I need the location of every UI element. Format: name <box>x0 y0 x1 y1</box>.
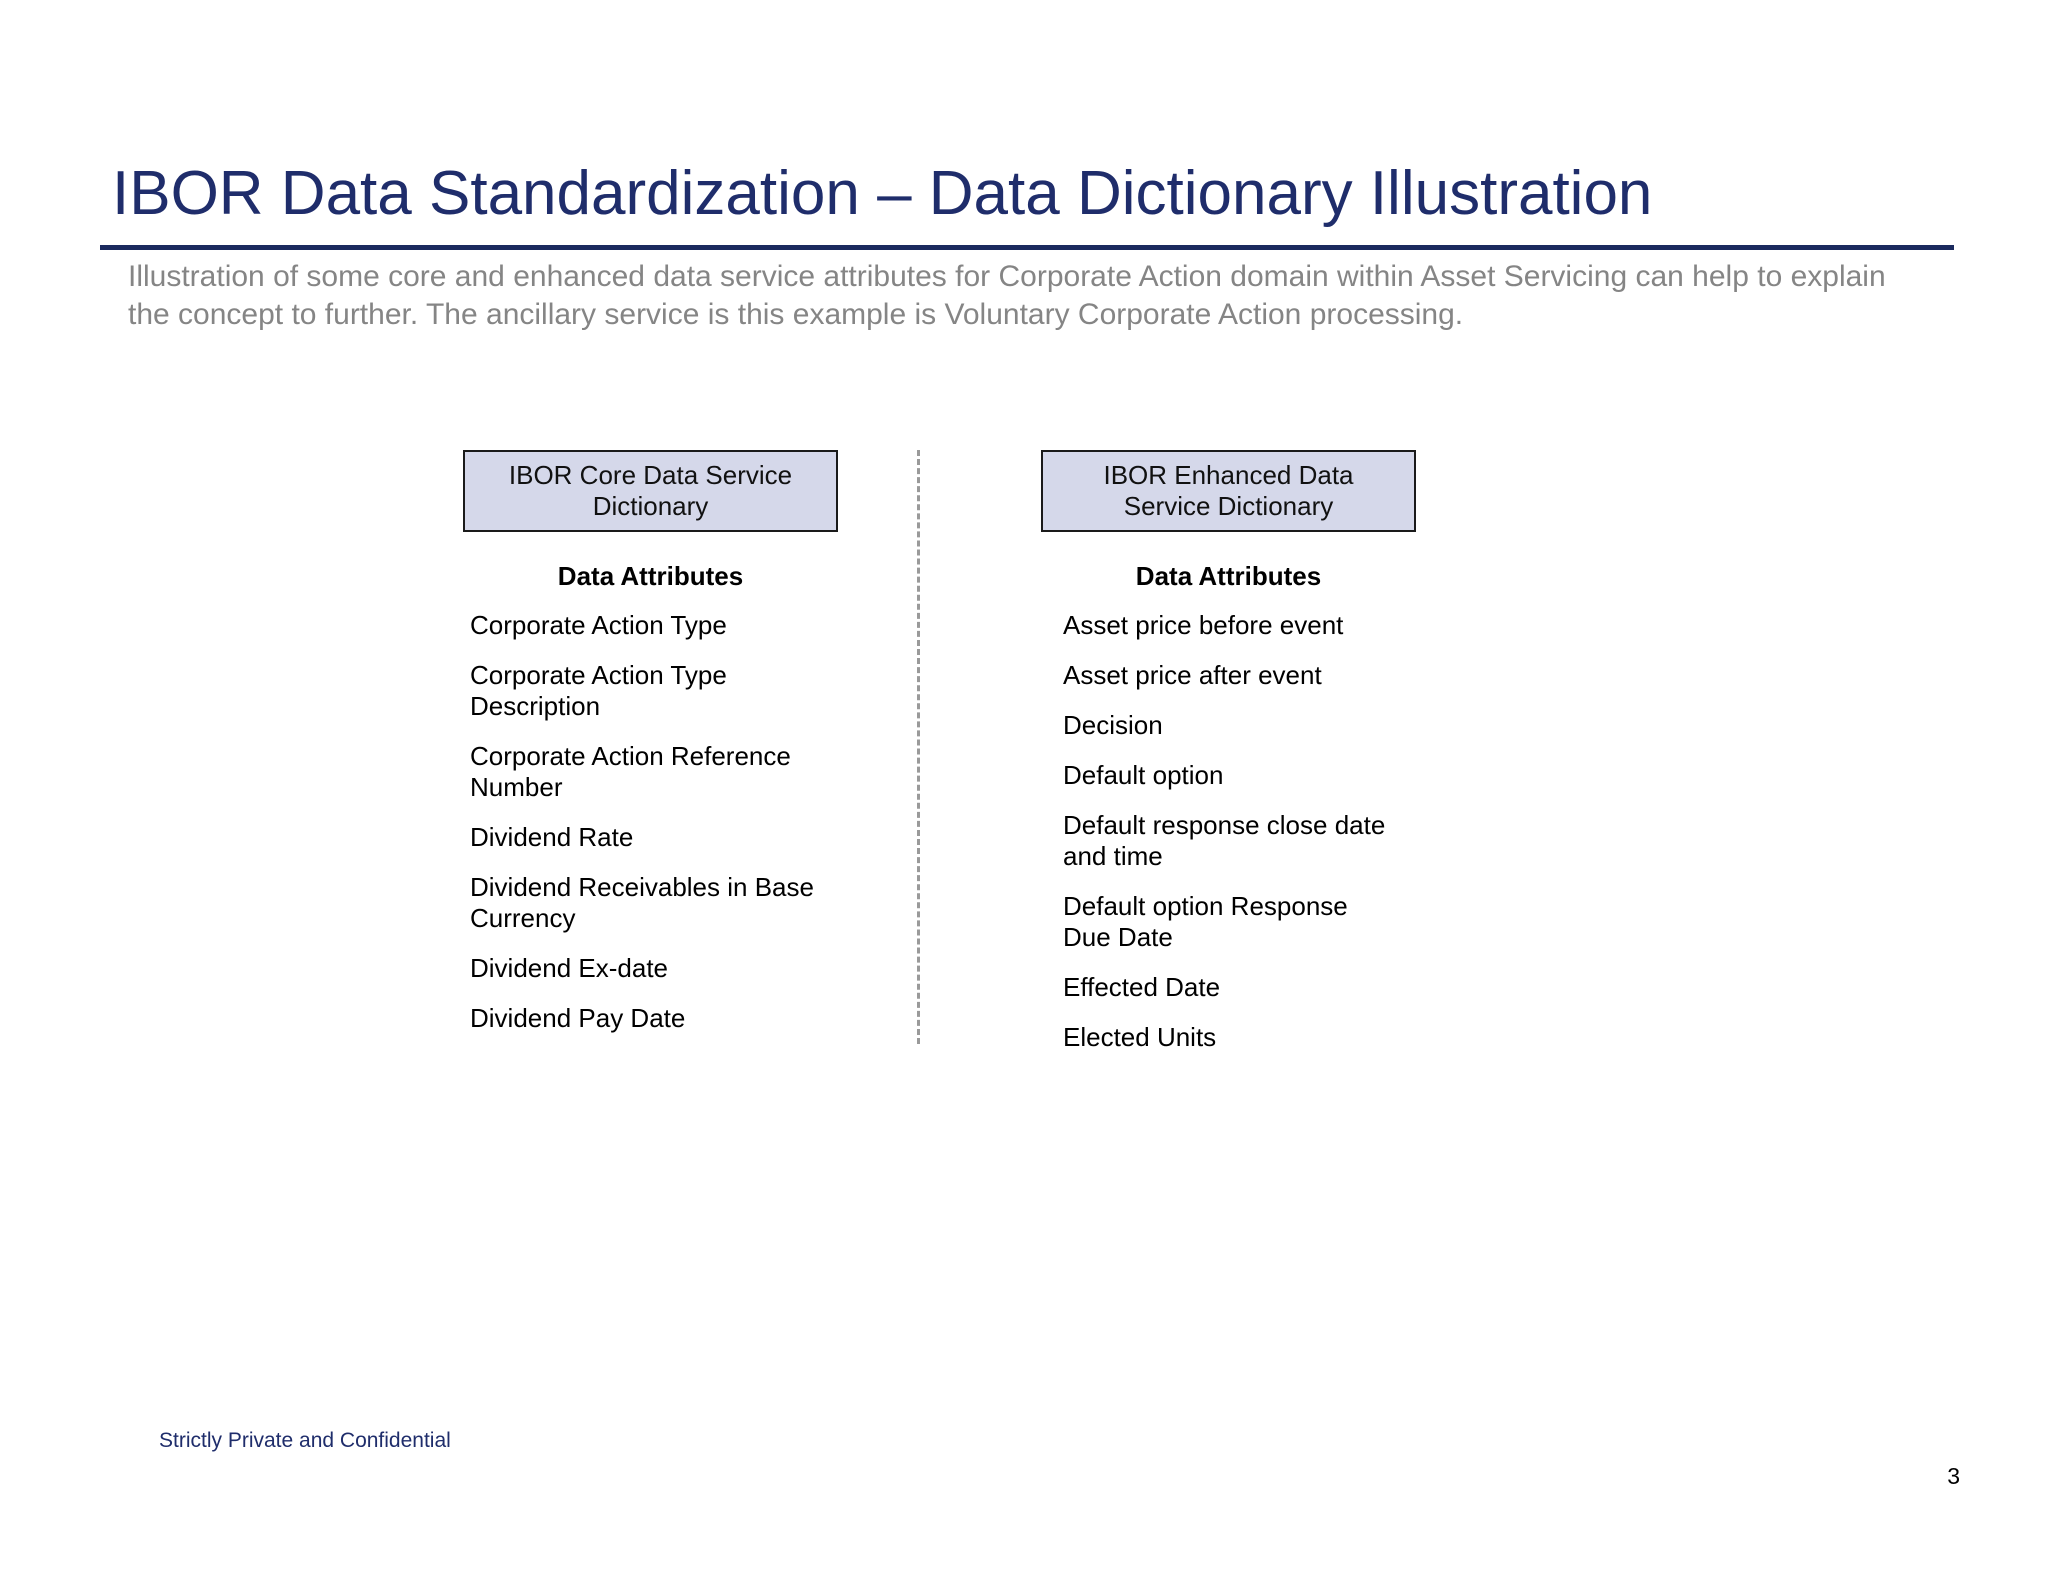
core-dictionary-column <box>463 450 838 1053</box>
enhanced-attribute-item: Effected Date <box>1063 972 1221 1002</box>
core-attribute-item: Corporate Action Type Description <box>470 660 727 721</box>
core-dictionary-box: IBOR Core Data Service Dictionary <box>463 450 838 532</box>
enhanced-attribute-item: Decision <box>1063 710 1163 740</box>
core-attribute-item: Dividend Receivables in Base Currency <box>470 872 814 933</box>
core-attribute-item: Dividend Ex-date <box>470 953 668 983</box>
confidentiality-notice: Strictly Private and Confidential <box>159 1429 451 1452</box>
enhanced-attribute-item: Asset price after event <box>1063 660 1322 690</box>
slide-subtitle: Illustration of some core and enhanced data service attributes for Corporate Action domain within Asset Servicing can help to explain the concept to further. The ancillary service is this example is Voluntary Corporate Action processing. <box>128 260 1886 331</box>
enhanced-attribute-item: Default option <box>1063 760 1224 790</box>
enhanced-attribute-item: Asset price before event <box>1063 610 1344 640</box>
enhanced-dictionary-column <box>1041 450 1416 1072</box>
core-attribute-list <box>463 610 838 1034</box>
core-attributes-header: Data Attributes <box>557 561 744 591</box>
enhanced-attribute-item: Default response close date and time <box>1063 810 1386 871</box>
title-underline <box>100 245 1954 250</box>
enhanced-dictionary-box: IBOR Enhanced Data Service Dictionary <box>1041 450 1416 532</box>
core-attribute-item: Corporate Action Reference Number <box>470 741 791 802</box>
core-attribute-item: Dividend Rate <box>470 822 634 852</box>
enhanced-attribute-list <box>1041 610 1393 1053</box>
enhanced-attributes-header: Data Attributes <box>1135 561 1322 591</box>
page-number: 3 <box>1947 1463 1960 1489</box>
enhanced-attribute-item: Elected Units <box>1063 1022 1217 1052</box>
column-divider <box>917 450 920 1044</box>
enhanced-attribute-item: Default option Response Due Date <box>1063 891 1348 952</box>
slide-title: IBOR Data Standardization – Data Dictionary Illustration <box>112 159 1653 228</box>
core-attribute-item: Dividend Pay Date <box>470 1003 686 1033</box>
core-attribute-item: Corporate Action Type <box>470 610 727 640</box>
